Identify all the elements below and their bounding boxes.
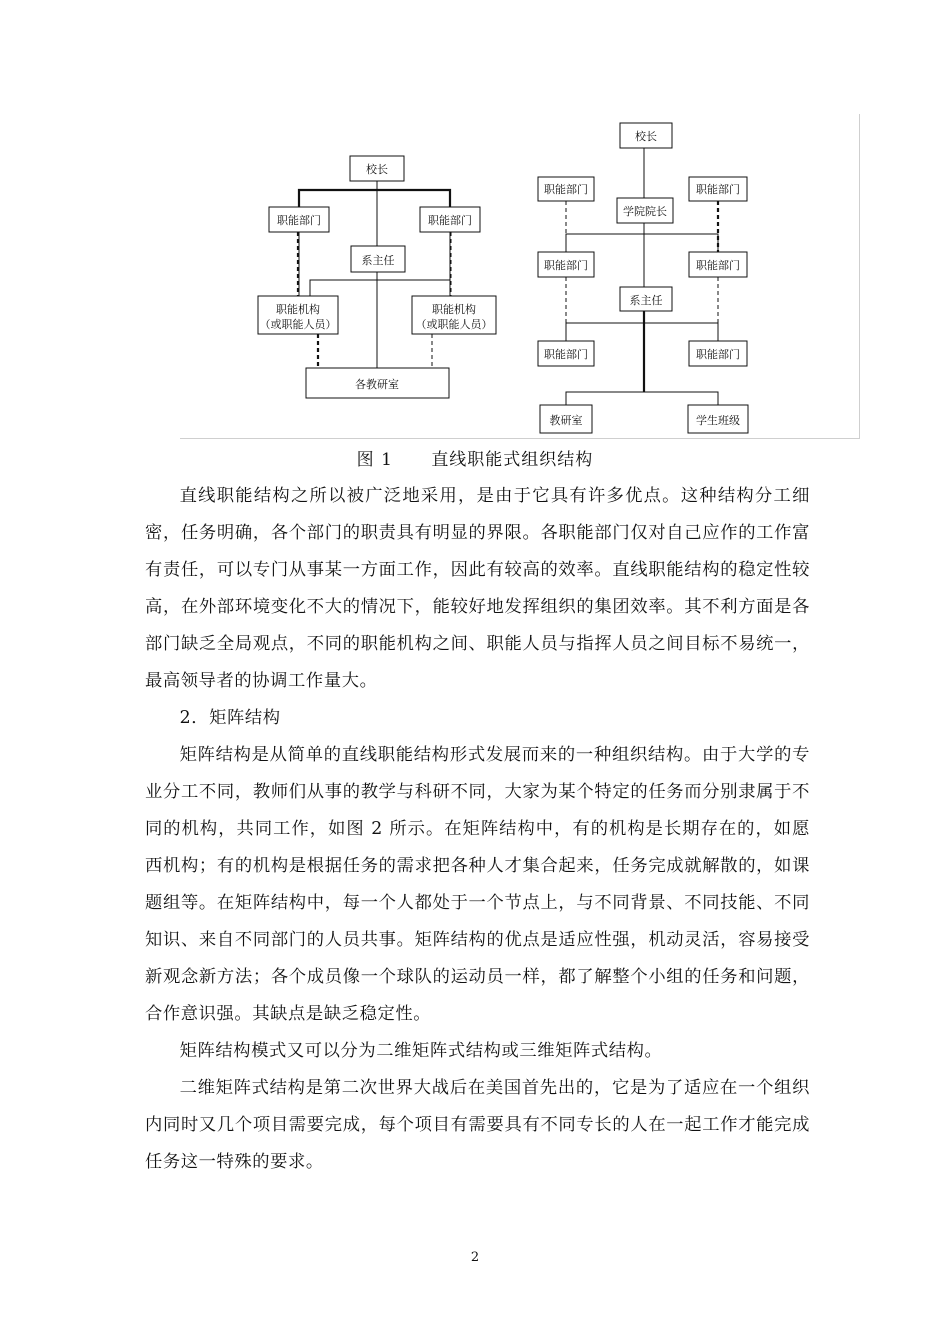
right-node-function-dept-1-left xyxy=(538,177,594,201)
svg-text:职能部门: 职能部门 xyxy=(544,348,588,361)
right-node-college-dean xyxy=(617,198,673,223)
svg-text:职能部门: 职能部门 xyxy=(277,214,321,227)
right-node-function-dept-1-right xyxy=(689,177,747,201)
right-node-function-dept-3-left xyxy=(538,341,594,366)
svg-text:教研室: 教研室 xyxy=(549,414,583,427)
paragraph: 二维矩阵式结构是第二次世界大战后在美国首先出的，它是为了适应在一个组织内同时又几个项目需要完成，每个项目有需要具有不同专长的人在一起工作才能完成任务这一特殊的要求。 xyxy=(145,1078,810,1172)
svg-text:职能部门: 职能部门 xyxy=(544,259,588,272)
paragraph: 直线职能结构之所以被广泛地采用，是由于它具有许多优点。这种结构分工细密，任务明确，各个部门的职责具有明显的界限。各职能部门仅对自己应作的工作富有责任，可以专门从事某一方面工作，因此有较高的效率。直线职能结构的稳定性较高，在外部环境变化不大的情况下，能较好地发挥组织的集团效率。其不利方面是各部门缺乏全局观点，不同的职能机构之间、职能人员与指挥人员之间目标不易统一，最高领导者的协调工作量大。 xyxy=(145,486,810,691)
svg-text:职能部门: 职能部门 xyxy=(544,183,588,196)
figure-caption-number: 图 1 xyxy=(356,450,393,470)
body-text xyxy=(145,478,810,1181)
right-node-student-class xyxy=(688,405,748,433)
left-node-dept-head xyxy=(351,246,405,272)
svg-text:职能部门: 职能部门 xyxy=(428,214,472,227)
svg-text:系主任: 系主任 xyxy=(361,254,395,267)
left-node-agency-right xyxy=(412,296,496,334)
svg-text:职能部门: 职能部门 xyxy=(696,259,740,272)
section-heading: 2．矩阵结构 xyxy=(179,708,281,728)
svg-text:（或职能人员）: （或职能人员） xyxy=(259,318,337,331)
svg-text:各教研室: 各教研室 xyxy=(355,378,399,391)
paragraph: 矩阵结构模式又可以分为二维矩阵式结构或三维矩阵式结构。 xyxy=(179,1041,663,1061)
right-node-principal xyxy=(620,123,672,148)
left-node-agency-left xyxy=(258,296,338,334)
svg-text:（或职能人员）: （或职能人员） xyxy=(415,318,493,331)
right-node-function-dept-2-left xyxy=(538,252,594,277)
paragraph: 矩阵结构是从简单的直线职能结构形式发展而来的一种组织结构。由于大学的专业分工不同，教师们从事的教学与科研不同，大家为某个特定的任务而分别隶属于不同的机构，共同工作，如图 2 所示。在矩阵结构中，有的机构是长期存在的，如愿西机构；有的机构是根据任务的需求把各种人才集合起来，任务完成就解散的，如课题组等。在矩阵结构中，每一个人都处于一个节点上，与不同背景、不同技能、不同知识、来自不同部门的人员共事。矩阵结构的优点是适应性强，机动灵活，容易接受新观念新方法；各个成员像一个球队的运动员一样，都了解整个小组的任务和问题，合作意识强。其缺点是缺乏稳定性。 xyxy=(145,745,810,1024)
svg-text:系主任: 系主任 xyxy=(629,294,663,307)
page-number: 2 xyxy=(470,1250,480,1265)
svg-text:职能机构: 职能机构 xyxy=(432,303,476,316)
org-charts xyxy=(0,0,950,440)
left-node-principal xyxy=(350,156,404,181)
svg-text:职能部门: 职能部门 xyxy=(696,183,740,196)
figure-caption-title: 直线职能式组织结构 xyxy=(431,450,594,470)
right-node-dept-head xyxy=(620,287,672,311)
svg-text:学生班级: 学生班级 xyxy=(696,414,740,427)
svg-text:学院院长: 学院院长 xyxy=(623,205,667,218)
svg-text:职能机构: 职能机构 xyxy=(276,303,320,316)
right-node-function-dept-2-right xyxy=(689,252,747,277)
right-node-teaching-office xyxy=(540,405,592,433)
svg-text:职能部门: 职能部门 xyxy=(696,348,740,361)
svg-text:校长: 校长 xyxy=(635,130,657,143)
left-node-function-dept-right xyxy=(420,207,480,232)
left-node-teaching-offices xyxy=(306,368,449,398)
right-node-function-dept-3-right xyxy=(689,341,747,366)
svg-text:校长: 校长 xyxy=(366,163,388,176)
figure-caption xyxy=(0,445,950,470)
left-node-function-dept-left xyxy=(269,207,329,232)
